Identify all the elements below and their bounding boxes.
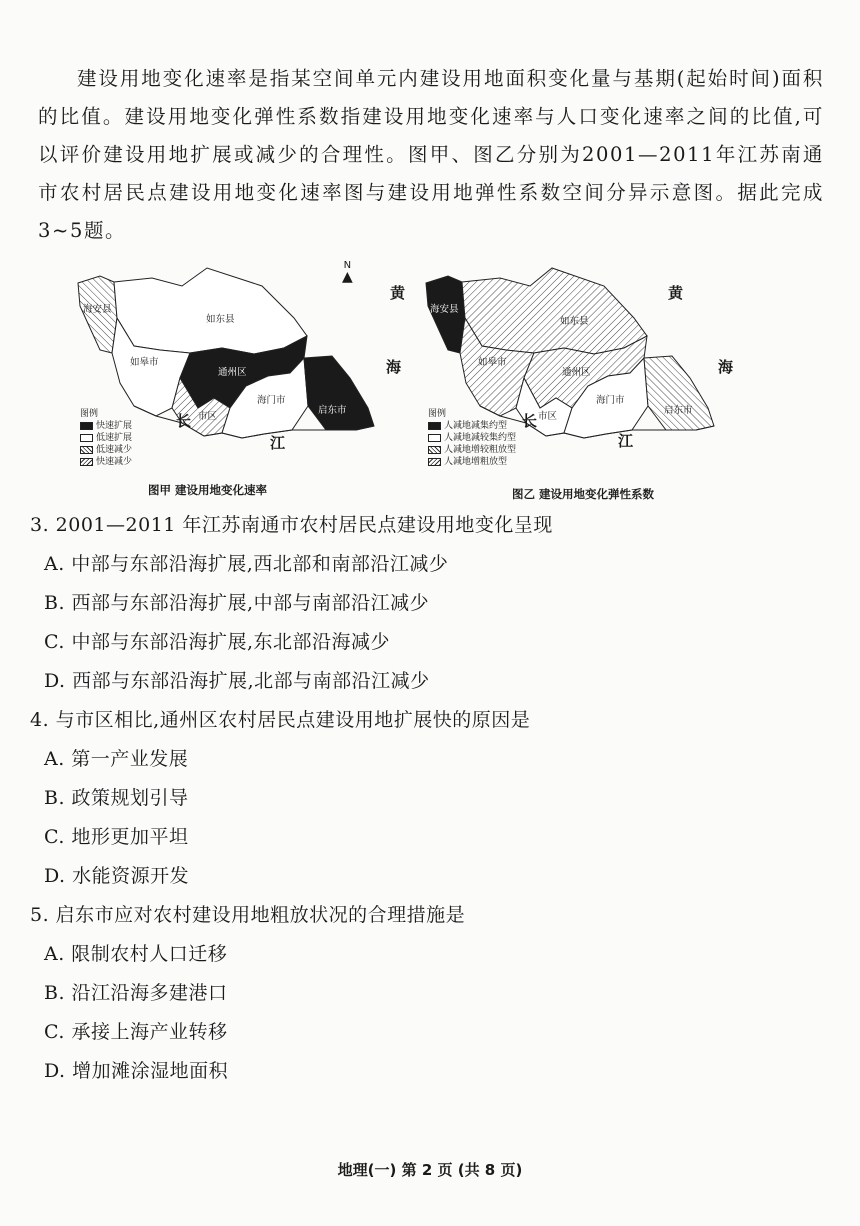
question-3-option-c: C. 中部与东部沿海扩展,东北部沿海减少 (44, 631, 390, 653)
label-haian: 海安县 (430, 304, 459, 315)
page-footer: 地理(一) 第 2 页 (共 8 页) (337, 1161, 523, 1179)
north-arrow-icon: ▲ (342, 269, 353, 285)
question-3-option-d: D. 西部与东部沿海扩展,北部与南部沿江减少 (44, 670, 430, 692)
legend-item: 快速扩展 (96, 421, 133, 431)
river-char-2: 江 (618, 432, 634, 450)
sea-char-1: 黄 (390, 284, 406, 302)
legend-swatch (428, 422, 441, 430)
legend-a (80, 408, 132, 468)
question-5-option-c: C. 承接上海产业转移 (44, 1021, 228, 1043)
label-rudong: 如东县 (560, 316, 589, 327)
question-3-stem: 3. 2001—2011 年江苏南通市农村居民点建设用地变化呈现 (30, 514, 553, 536)
intro-paragraph: 建设用地变化速率是指某空间单元内建设用地面积变化量与基期(起始时间)面积的比值。建设用地变化弹性系数指建设用地变化速率与人口变化速率之间的比值,可以评价建设用地扩展或减少的合理性。图甲、图乙分别为2001—2011年江苏南通市农村居民点建设用地变化速率图与建设用地弹性系数空间分异示意图。据此完成3~5题。 (38, 67, 824, 242)
river-char-1: 长 (176, 412, 192, 430)
legend-swatch (80, 434, 93, 442)
legend-item: 低速减少 (96, 445, 133, 455)
legend-b (428, 408, 516, 468)
legend-swatch (428, 458, 441, 466)
label-haian: 海安县 (83, 304, 112, 315)
label-tongzhou: 通州区 (562, 367, 591, 378)
figure-b-map (422, 258, 752, 501)
legend-item: 低速扩展 (96, 433, 133, 443)
north-label: N (343, 260, 352, 271)
sea-char-2: 海 (718, 358, 734, 376)
figure-b-caption: 图乙 建设用地变化弹性系数 (512, 487, 655, 501)
question-4-option-a: A. 第一产业发展 (44, 748, 189, 770)
question-3-option-a: A. 中部与东部沿海扩展,西北部和南部沿江减少 (44, 553, 449, 575)
question-5-option-a: A. 限制农村人口迁移 (44, 943, 228, 965)
question-5-stem: 5. 启东市应对农村建设用地粗放状况的合理措施是 (30, 904, 466, 926)
legend-swatch (80, 422, 93, 430)
question-4-stem: 4. 与市区相比,通州区农村居民点建设用地扩展快的原因是 (30, 709, 531, 731)
label-tongzhou: 通州区 (218, 367, 247, 378)
question-3-option-b: B. 西部与东部沿海扩展,中部与南部沿江减少 (44, 592, 430, 614)
river-char-2: 江 (270, 434, 286, 452)
legend-item: 快速减少 (96, 457, 133, 467)
legend-swatch (428, 434, 441, 442)
legend-swatch (80, 446, 93, 454)
label-qidong: 启东市 (664, 405, 693, 416)
north-arrow (342, 260, 353, 283)
legend-title: 图例 (428, 409, 447, 419)
label-haimen: 海门市 (257, 395, 286, 406)
label-rudong: 如东县 (206, 314, 235, 325)
figure-a-caption: 图甲 建设用地变化速率 (148, 483, 268, 497)
sea-char-2: 海 (386, 358, 402, 376)
sea-char-1: 黄 (668, 284, 684, 302)
legend-title: 图例 (80, 409, 99, 419)
label-shiqu: 市区 (538, 411, 558, 422)
figure-a-map (72, 258, 422, 498)
legend-item: 人减地增粗放型 (444, 457, 508, 467)
label-shiqu: 市区 (198, 411, 218, 422)
legend-swatch (428, 446, 441, 454)
question-4-option-d: D. 水能资源开发 (44, 865, 190, 887)
label-rugao: 如皋市 (478, 357, 507, 368)
legend-item: 人减地减集约型 (444, 421, 508, 431)
river-char-1: 长 (522, 412, 538, 430)
label-rugao: 如皋市 (130, 357, 159, 368)
question-4-option-c: C. 地形更加平坦 (44, 826, 189, 848)
question-4-option-b: B. 政策规划引导 (44, 787, 189, 809)
legend-item: 人减地增较粗放型 (444, 445, 517, 455)
label-qidong: 启东市 (318, 405, 347, 416)
label-haimen: 海门市 (596, 395, 625, 406)
question-5-option-b: B. 沿江沿海多建港口 (44, 982, 228, 1004)
question-5-option-d: D. 增加滩涂湿地面积 (44, 1060, 229, 1082)
legend-swatch (80, 458, 93, 466)
legend-item: 人减地减较集约型 (444, 433, 517, 443)
